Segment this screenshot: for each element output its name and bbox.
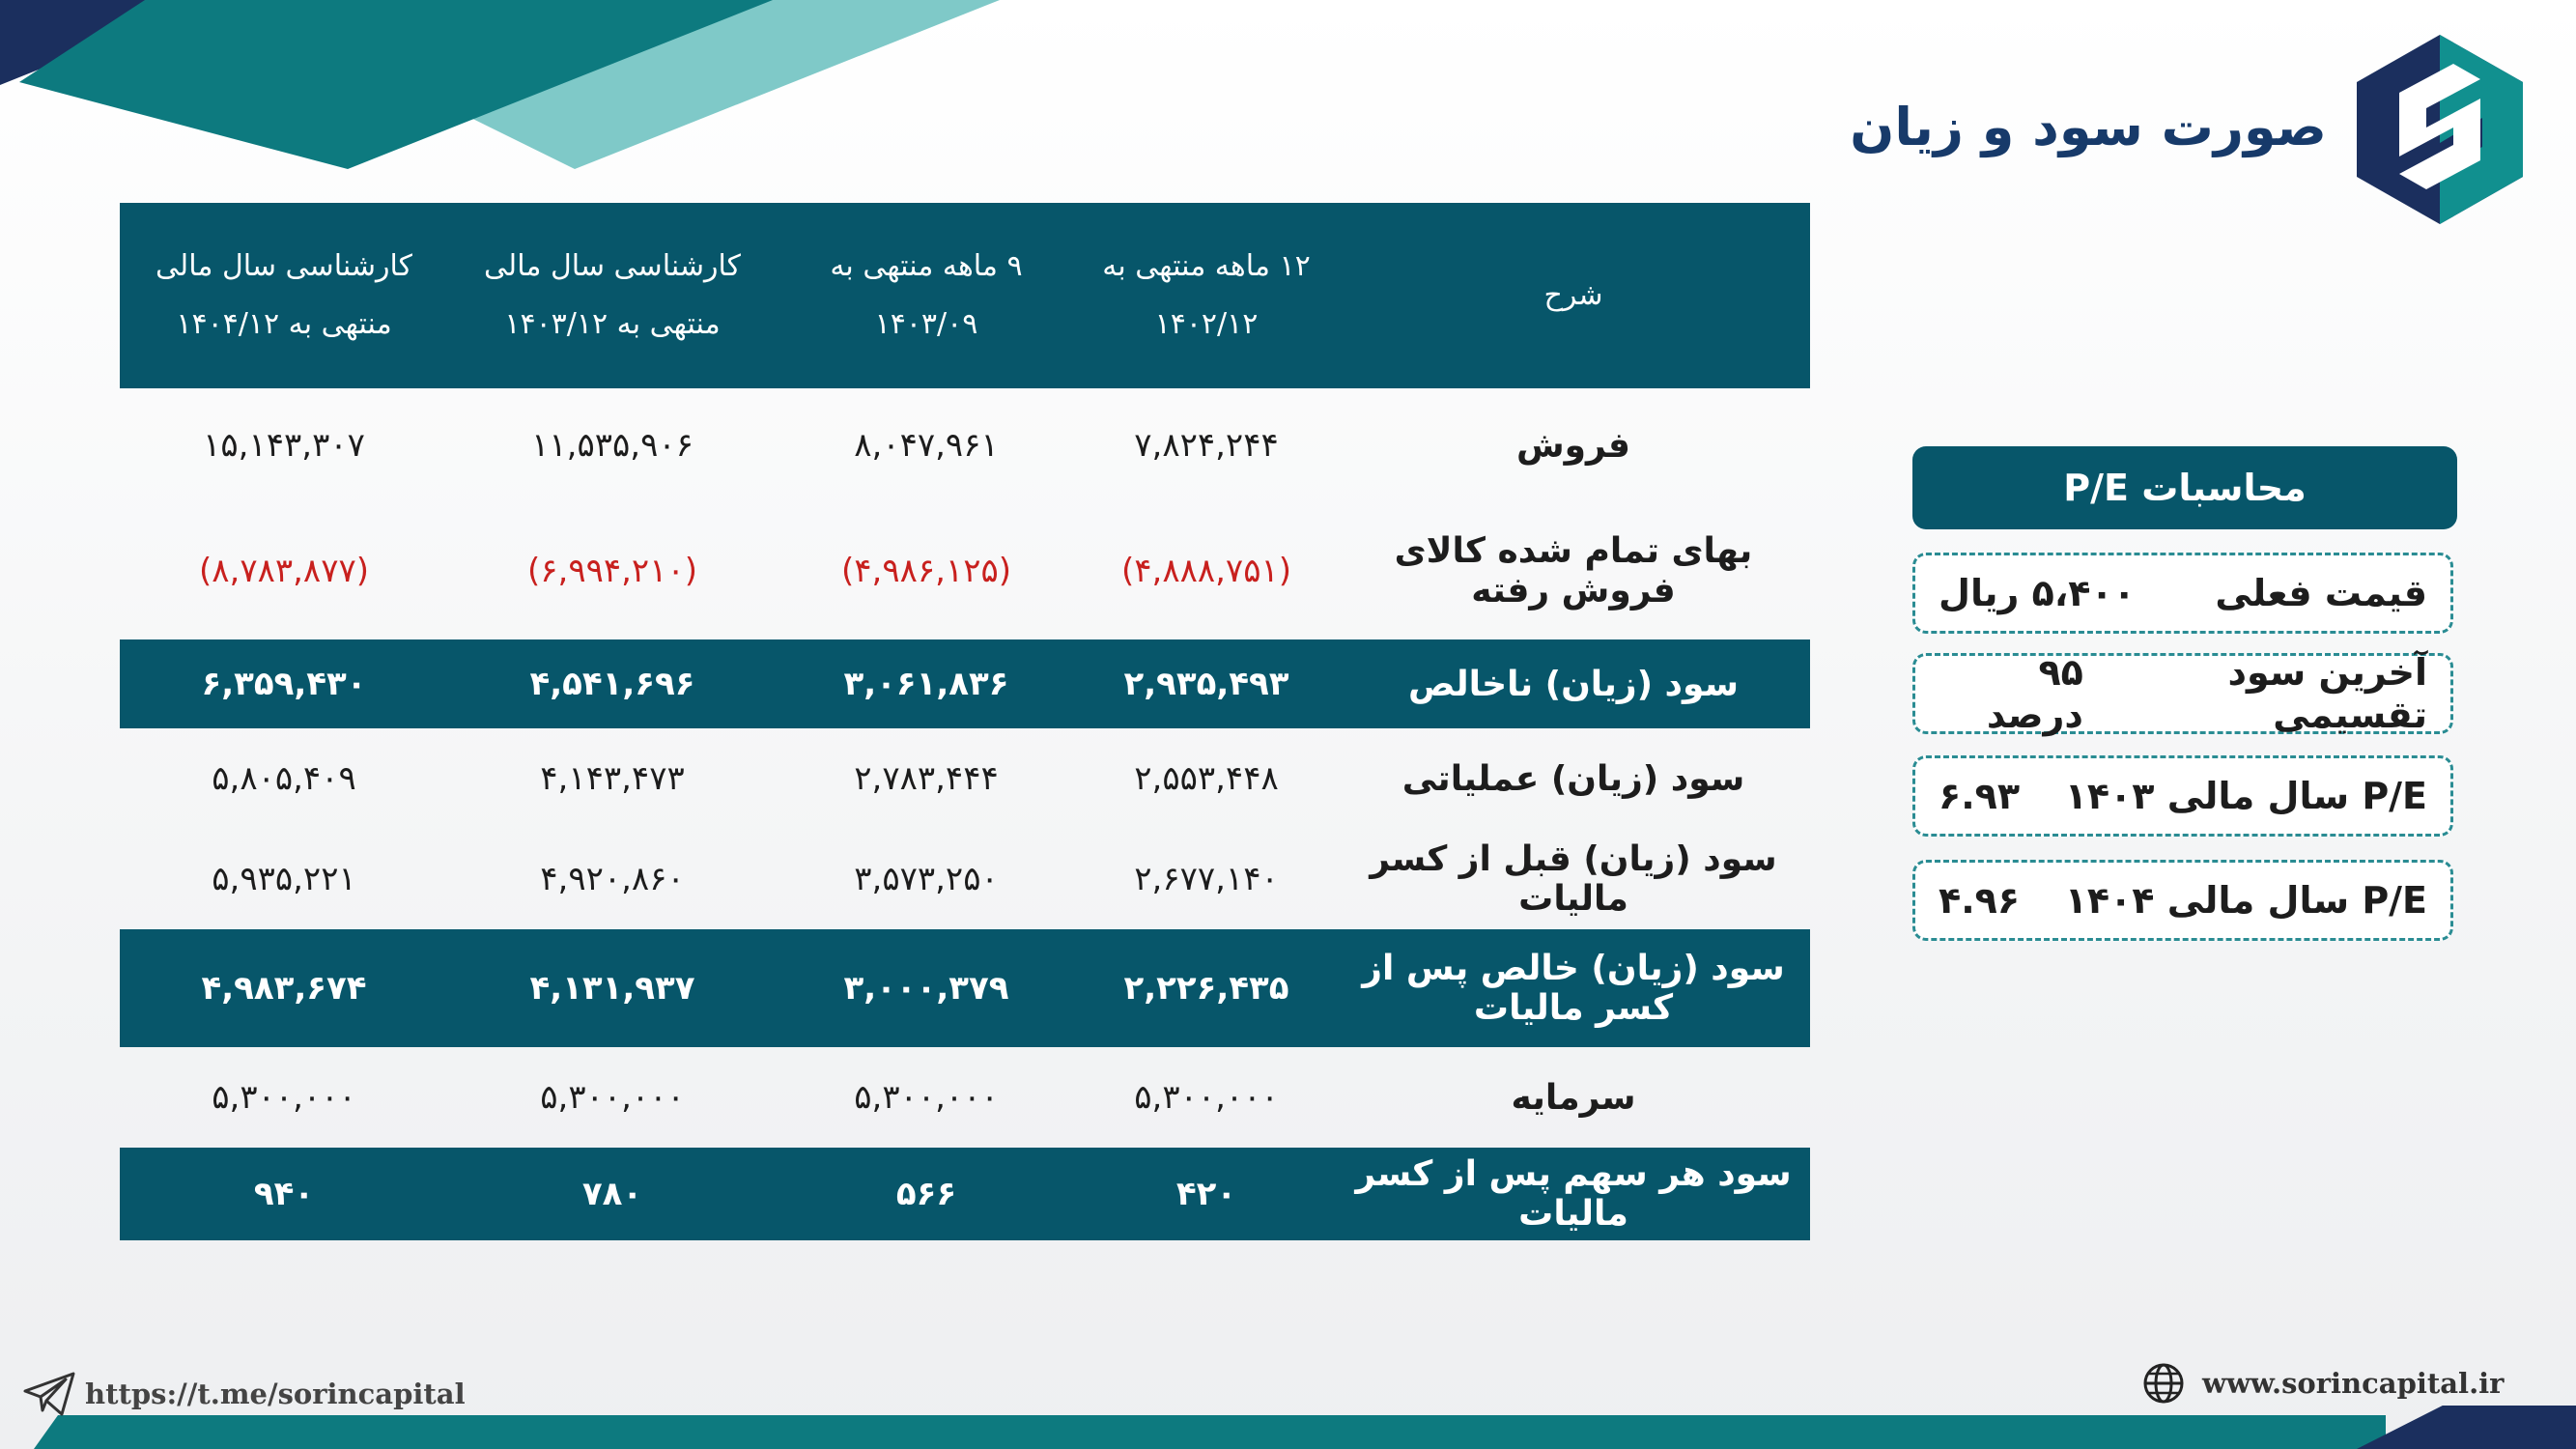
cell-value: ۲,۶۷۷,۱۴۰ xyxy=(1134,860,1279,898)
cell-value: ۲,۲۲۶,۴۳۵ xyxy=(1076,929,1337,1047)
row-label: سود (زیان) عملیاتی xyxy=(1401,758,1745,799)
cell-value: ۲,۷۸۳,۴۴۴ xyxy=(854,759,999,798)
table-header-row xyxy=(120,203,1810,388)
pe-item-value: ۵،۴۰۰ ریال xyxy=(1939,572,2136,614)
cell-value: ۳,۰۰۰,۳۷۹ xyxy=(777,929,1076,1047)
pe-item-current-price xyxy=(1912,553,2453,634)
header-forecast-1404: کارشناسی سال مالی منتهی به ۱۴۰۴/۱۲ xyxy=(120,203,448,388)
pe-item-value: ۴.۹۶ xyxy=(1939,879,2021,922)
cell-value: ۶,۳۵۹,۴۳۰ xyxy=(120,639,448,728)
pe-item-value: ۹۵ درصد xyxy=(1986,651,2083,736)
cell-value: ۸,۰۴۷,۹۶۱ xyxy=(854,426,999,465)
row-label: سرمایه xyxy=(1511,1077,1636,1118)
pe-item-label: آخرین سود تقسیمی xyxy=(2227,651,2427,736)
cell-value: (۴,۹۸۶,۱۲۵) xyxy=(841,552,1011,590)
header-description: شرح xyxy=(1337,203,1810,388)
cell-value: ۳,۰۶۱,۸۳۶ xyxy=(777,639,1076,728)
cell-value: ۴,۱۴۳,۴۷۳ xyxy=(540,759,685,798)
cell-value: ۳,۵۷۳,۲۵۰ xyxy=(854,860,999,898)
cell-value: ۹۴۰ xyxy=(120,1148,448,1240)
table-row-cogs xyxy=(120,502,1810,639)
cell-value: ۲,۹۳۵,۴۹۳ xyxy=(1076,639,1337,728)
cell-value: ۴۲۰ xyxy=(1076,1148,1337,1240)
pe-item-value: ۶.۹۳ xyxy=(1939,775,2021,817)
cell-value: ۵,۳۰۰,۰۰۰ xyxy=(540,1078,685,1117)
cell-value: ۲,۵۵۳,۴۴۸ xyxy=(1134,759,1279,798)
header-12month-1402: ۱۲ ماهه منتهی به ۱۴۰۲/۱۲ xyxy=(1076,203,1337,388)
cell-value: ۵,۳۰۰,۰۰۰ xyxy=(1134,1078,1279,1117)
cell-value: (۸,۷۸۳,۸۷۷) xyxy=(199,552,369,590)
telegram-link[interactable] xyxy=(23,1372,466,1416)
cell-value: ۴,۹۸۳,۶۷۴ xyxy=(120,929,448,1047)
page-title: صورت سود و زیان xyxy=(1850,97,2327,157)
cell-value: ۵۶۶ xyxy=(777,1148,1076,1240)
sorin-logo xyxy=(2357,35,2523,224)
row-label: سود (زیان) ناخالص xyxy=(1337,639,1810,728)
cell-value: ۴,۹۲۰,۸۶۰ xyxy=(540,860,685,898)
website-url: www.sorincapital.ir xyxy=(2202,1367,2505,1400)
row-label: سود (زیان) خالص پس از کسر مالیات xyxy=(1337,929,1810,1047)
cell-value: ۱۱,۵۳۵,۹۰۶ xyxy=(531,426,694,465)
pe-item-pe-1404 xyxy=(1912,860,2453,941)
header-9month-1403: ۹ ماهه منتهی به ۱۴۰۳/۰۹ xyxy=(777,203,1076,388)
top-left-decoration xyxy=(0,0,1062,184)
globe-icon xyxy=(2142,1362,2185,1405)
header-forecast-1403: کارشناسی سال مالی منتهی به ۱۴۰۳/۱۲ xyxy=(448,203,777,388)
cell-value: ۴,۱۳۱,۹۳۷ xyxy=(448,929,777,1047)
pe-item-pe-1403 xyxy=(1912,755,2453,837)
table-row-operating-profit xyxy=(120,728,1810,829)
table-row-sales xyxy=(120,388,1810,502)
row-label: بهای تمام شده کالای فروش رفته xyxy=(1394,531,1753,611)
pe-item-label: قیمت فعلی xyxy=(2215,572,2427,614)
cell-value: ۱۵,۱۴۳,۳۰۷ xyxy=(203,426,365,465)
cell-value: ۵,۸۰۵,۴۰۹ xyxy=(212,759,356,798)
cell-value: ۵,۳۰۰,۰۰۰ xyxy=(212,1078,356,1117)
telegram-icon xyxy=(23,1372,75,1416)
table-row-gross-profit xyxy=(120,639,1810,728)
table-row-pretax-profit xyxy=(120,829,1810,929)
telegram-url: https://t.me/sorincapital xyxy=(85,1378,466,1410)
row-label: سود (زیان) قبل از کسر مالیات xyxy=(1370,839,1777,919)
pe-item-label: P/E سال مالی ۱۴۰۴ xyxy=(2064,879,2427,922)
cell-value: (۶,۹۹۴,۲۱۰) xyxy=(527,552,697,590)
cell-value: (۴,۸۸۸,۷۵۱) xyxy=(1121,552,1291,590)
table-row-eps xyxy=(120,1148,1810,1240)
cell-value: ۵,۳۰۰,۰۰۰ xyxy=(854,1078,999,1117)
table-row-net-profit xyxy=(120,929,1810,1047)
cell-value: ۷۸۰ xyxy=(448,1148,777,1240)
row-label: سود هر سهم پس از کسر مالیات xyxy=(1337,1148,1810,1240)
table-row-capital xyxy=(120,1047,1810,1148)
cell-value: ۵,۹۳۵,۲۲۱ xyxy=(212,860,356,898)
row-label: فروش xyxy=(1515,425,1631,466)
pe-item-last-dividend xyxy=(1912,653,2453,734)
income-statement-table xyxy=(120,203,1810,1240)
pe-panel-header: محاسبات P/E xyxy=(1912,446,2457,529)
pe-item-label: P/E سال مالی ۱۴۰۳ xyxy=(2064,775,2427,817)
cell-value: ۴,۵۴۱,۶۹۶ xyxy=(448,639,777,728)
website-link[interactable] xyxy=(2142,1362,2504,1405)
cell-value: ۷,۸۲۴,۲۴۴ xyxy=(1134,426,1279,465)
